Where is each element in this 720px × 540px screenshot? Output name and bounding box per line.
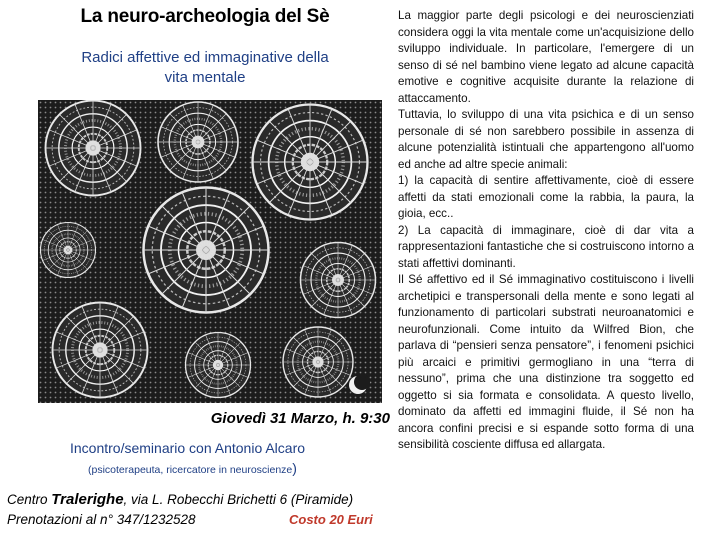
body-paragraph: La maggior parte degli psicologi e dei neuroscienziati considera oggi la vita mentale come un'acquisizione dello sviluppo individuale. In particolare, l'emergere di un senso di sé nel bambino viene legato ad alcune capacità emotive e cognitive acquisite durante la relazione di attaccamento. bbox=[398, 9, 694, 105]
venue-name: Tralerighe bbox=[51, 491, 124, 508]
event-date: Giovedì 31 Marzo, h. 9:30 bbox=[210, 410, 390, 427]
mandala-middle-right bbox=[301, 243, 376, 318]
body-paragraph: Tuttavia, lo sviluppo di una vita psichica e di un senso personale di sé non sarebbero possibile in assenza di alcune potenzialità istintuali che appartengono all'uomo ed anche ad altre specie animali: bbox=[398, 108, 694, 171]
subtitle-line-2: vita mentale bbox=[164, 69, 246, 86]
mandala-center bbox=[144, 188, 269, 313]
roles-close-paren: ) bbox=[292, 460, 297, 476]
booking-info: Prenotazioni al n° 347/1232528 bbox=[7, 512, 196, 527]
body-paragraph: 1) la capacità di sentire affettivamente, cioè di essere affetti da stati emozionali come la rabbia, la paura, la gioia, ecc.. bbox=[398, 174, 694, 220]
mandala-middle-left bbox=[41, 223, 96, 278]
mandala-top-center bbox=[158, 102, 238, 182]
venue-prefix: Centro bbox=[7, 492, 52, 507]
body-paragraph: Il Sé affettivo ed il Sé immaginativo costituiscono i livelli archetipici e transpersonali della mente e sono legati al funzionamento di particolari substrati neuroanatomici e neurofunzionali. Come intuito da Wilfred Bion, che parlava di “pensieri senza pensatore”, i fenomeni psichici più arcaici e primitivi germogliano in una “terra di nessuno”, prima che una distinzione tra soggetto ed oggetto si sia formata e consolidata. A questo livello, dominato da affetti ed immagini fluide, il Sé non ha ancora confini precisi e si espande sotto forma di una sensibilità cosciente diffusa ed allargata. bbox=[398, 273, 694, 451]
venue-address: , via L. Robecchi Brichetti 6 (Piramide) bbox=[123, 492, 354, 507]
poster-title: La neuro-archeologia del Sè bbox=[80, 6, 330, 27]
body-paragraph: 2) La capacità di immaginare, cioè di dar vita a rappresentazioni fantastiche che si costruiscono intorno a stati affettivi dominanti. bbox=[398, 223, 694, 270]
mandala-top-left bbox=[45, 101, 140, 196]
mandala-top-right bbox=[253, 105, 368, 220]
poster-subtitle bbox=[40, 48, 370, 88]
mandala-bottom-right bbox=[283, 327, 353, 397]
event-description: Incontro/seminario con Antonio Alcaro bbox=[70, 440, 306, 456]
venue-line bbox=[7, 491, 353, 508]
subtitle-line-1: Radici affettive ed immaginative della bbox=[81, 49, 329, 66]
mandala-artwork bbox=[38, 100, 382, 403]
body-text-column bbox=[398, 8, 694, 454]
cost-label: Costo 20 Euri bbox=[289, 512, 373, 527]
roles-text: psicoterapeuta, ricercatore in neuroscienze bbox=[91, 464, 293, 476]
roles-open-paren: ( bbox=[88, 464, 92, 476]
speaker-roles bbox=[88, 460, 297, 476]
mandala-bottom-left bbox=[53, 303, 148, 398]
mandala-bottom-center bbox=[186, 333, 251, 398]
